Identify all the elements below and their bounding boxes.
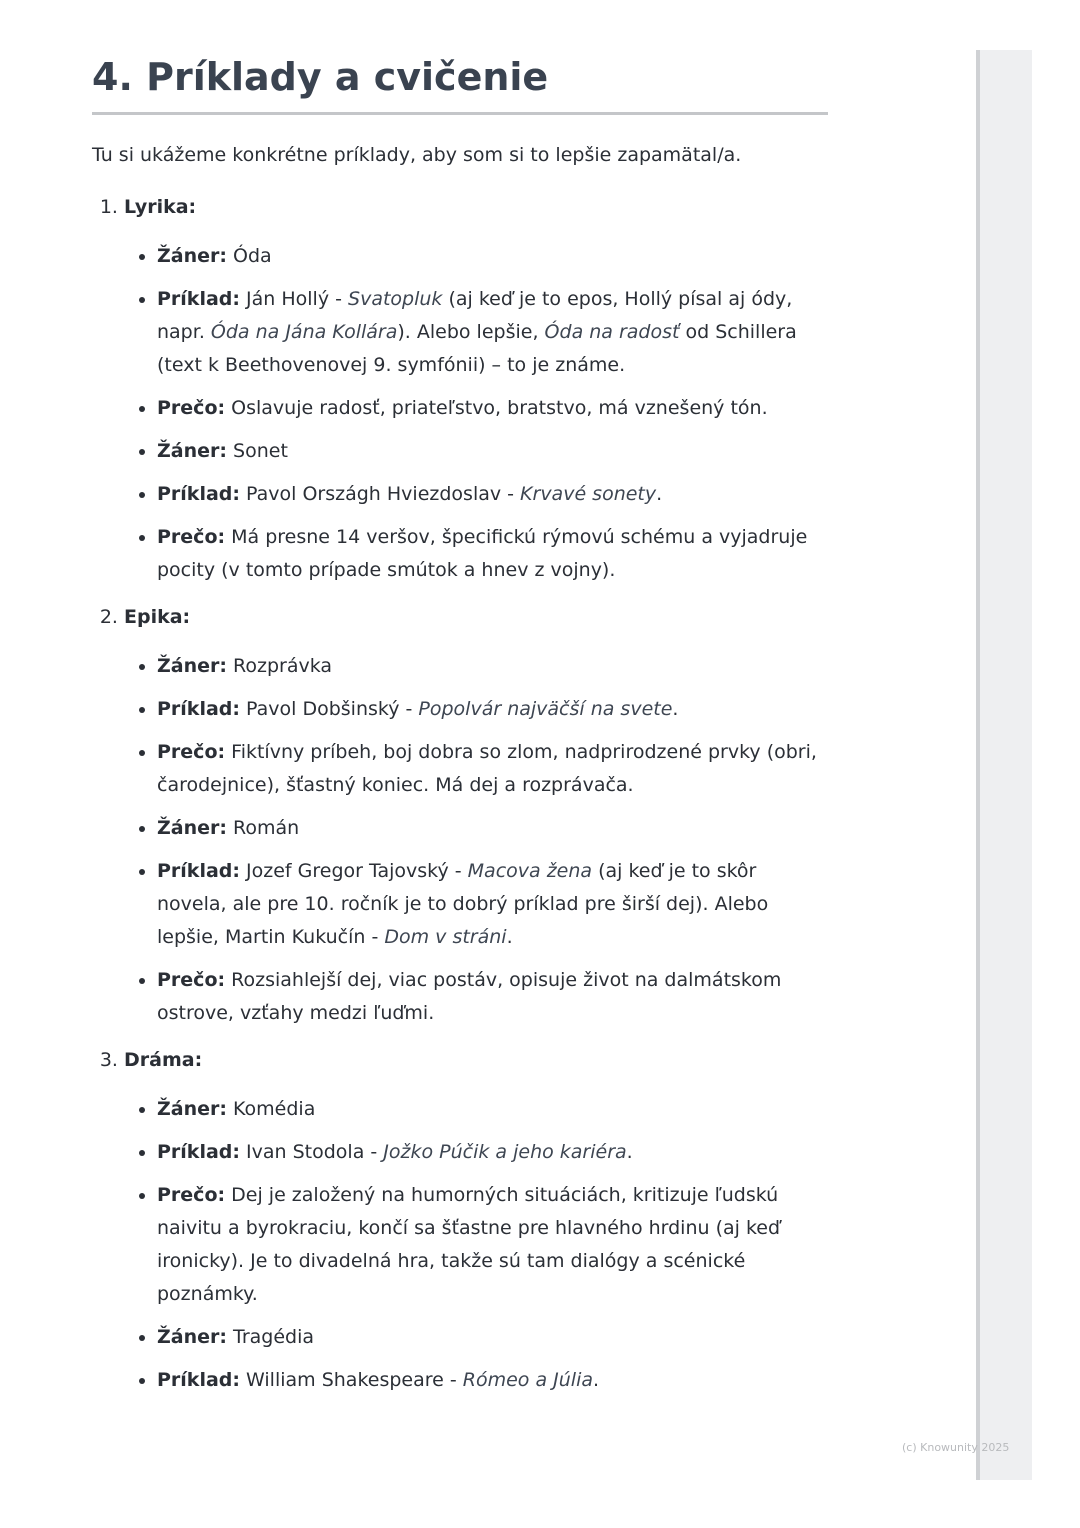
item-label: Prečo: [157,526,226,548]
item-text: Ján Hollý - [239,288,349,310]
sections-list [92,191,828,1397]
item-text: . [672,698,679,720]
item-label: Prečo: [157,741,226,763]
item-text: . [656,483,663,505]
list-item [157,1136,828,1169]
page-title: 4. Príklady a cvičenie [92,52,828,115]
intro-paragraph: Tu si ukážeme konkrétne príklady, aby som si to lepšie zapamätal/a. [92,144,742,166]
item-label: Prečo: [157,969,226,991]
item-label: Žáner: [157,1098,227,1120]
list-item [157,855,828,954]
item-label: Príklad: [157,1369,240,1391]
item-label: Prečo: [157,397,226,419]
item-text: Fiktívny príbeh, boj dobra so zlom, nadprirodzené prvky (obri, čarodejnice), šťastný koniec. Má dej a rozprávača. [157,741,817,796]
section-title: Epika: [124,606,191,628]
items-list [124,650,828,1030]
item-text: Má presne 14 veršov, špecifickú rýmovú schému a vyjadruje pocity (v tomto prípade smútok a hnev z vojny). [157,526,808,581]
item-text: od Schillera (text k Beethovenovej 9. symfónii) – to je známe. [157,321,797,376]
item-text: Pavol Dobšinský - [239,698,419,720]
list-item [157,240,828,273]
item-text: William Shakespeare - [239,1369,463,1391]
item-label: Žáner: [157,817,227,839]
list-item [157,736,828,802]
item-label: Žáner: [157,245,227,267]
item-text: Rozprávka [226,655,333,677]
item-label: Žáner: [157,440,227,462]
item-title-italic: Óda na Jána Kollára [210,321,398,343]
list-item [157,650,828,683]
item-text: (aj keď je to skôr novela, ale pre 10. ročník je to dobrý príklad pre širší dej). Alebo lepšie, Martin Kukučín - [157,860,769,948]
section-title: Dráma: [124,1049,203,1071]
item-label: Žáner: [157,655,227,677]
item-text: . [506,926,513,948]
list-item [157,812,828,845]
item-text: Óda [226,245,272,267]
item-text: Román [226,817,300,839]
item-title-italic: Dom v stráni [384,926,507,948]
item-title-italic: Svatopluk [348,288,443,310]
item-label: Prečo: [157,1184,226,1206]
item-text: Dej je založený na humorných situáciách, kritizuje ľudskú naivitu a byrokraciu, končí sa šťastne pre hlavného hrdinu (aj keď ironicky). Je to divadelná hra, takže sú tam dialógy a scénické poznámky. [157,1184,781,1305]
section-drama [124,1044,828,1397]
section-epika [124,601,828,1030]
items-list [124,240,828,587]
item-text: Sonet [226,440,288,462]
list-item [157,1321,828,1354]
item-text: . [626,1141,633,1163]
item-text: Rozsiahlejší dej, viac postáv, opisuje život na dalmátskom ostrove, vzťahy medzi ľuďmi. [157,969,782,1024]
list-item [157,964,828,1030]
item-text: Jozef Gregor Tajovský - [239,860,468,882]
section-lyrika [124,191,828,587]
item-title-italic: Rómeo a Júlia [462,1369,593,1391]
list-item [157,435,828,468]
item-label: Príklad: [157,483,240,505]
item-text: Ivan Stodola - [239,1141,384,1163]
item-title-italic: Macova žena [467,860,593,882]
item-label: Príklad: [157,698,240,720]
list-item [157,693,828,726]
item-title-italic: Óda na radosť [544,321,680,343]
item-text: Komédia [226,1098,316,1120]
item-label: Príklad: [157,860,240,882]
page-side-strip [976,50,1032,1480]
list-item [157,392,828,425]
items-list [124,1093,828,1397]
item-text: ). Alebo lepšie, [397,321,545,343]
item-text: Pavol Országh Hviezdoslav - [239,483,521,505]
item-title-italic: Popolvár najväčší na svete [418,698,673,720]
item-text: (aj keď je to epos, Hollý písal aj ódy, napr. [157,288,793,343]
list-item [157,478,828,511]
item-label: Príklad: [157,288,240,310]
copyright-footer: (c) Knowunity 2025 [902,1441,1010,1454]
item-label: Príklad: [157,1141,240,1163]
list-item [157,1364,828,1397]
list-item [157,521,828,587]
list-item [157,1179,828,1311]
item-text: Tragédia [226,1326,315,1348]
list-item [157,283,828,382]
list-item [157,1093,828,1126]
section-title: Lyrika: [124,196,197,218]
item-label: Žáner: [157,1326,227,1348]
item-title-italic: Krvavé sonety [520,483,657,505]
item-text: . [593,1369,600,1391]
item-title-italic: Jožko Púčik a jeho kariéra [383,1141,627,1163]
document-content [92,52,828,1411]
item-text: Oslavuje radosť, priateľstvo, bratstvo, má vznešený tón. [225,397,768,419]
